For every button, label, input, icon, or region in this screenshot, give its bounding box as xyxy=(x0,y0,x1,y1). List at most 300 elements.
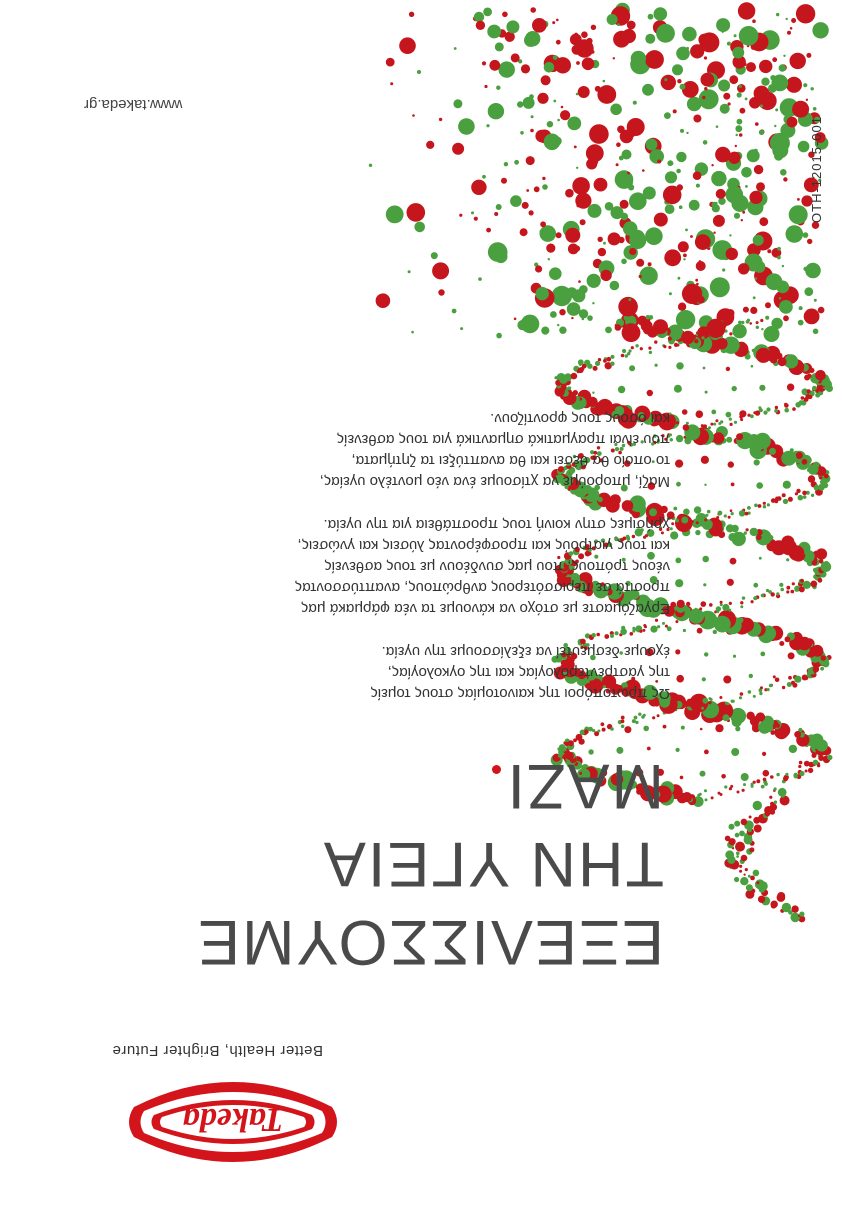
helix-dot xyxy=(676,421,679,424)
headline-line-3-text: ΜΑΖΙ xyxy=(505,750,664,821)
cloud-dot xyxy=(511,53,520,62)
helix-dot xyxy=(711,410,716,415)
helix-dot xyxy=(703,614,717,628)
cloud-dot xyxy=(426,141,434,149)
cloud-dot xyxy=(765,302,771,308)
helix-dot xyxy=(681,726,685,730)
helix-dot xyxy=(823,483,829,489)
cloud-dot xyxy=(794,103,800,109)
cloud-dot xyxy=(600,270,611,281)
helix-dot xyxy=(707,510,711,514)
cloud-dot xyxy=(650,276,655,281)
cloud-dot xyxy=(661,75,676,90)
cloud-dot xyxy=(749,322,752,325)
cloud-dot xyxy=(787,117,798,128)
helix-dot xyxy=(729,602,732,605)
cloud-dot xyxy=(678,303,686,311)
cloud-dot xyxy=(571,317,573,319)
helix-dot xyxy=(782,493,786,497)
cloud-dot xyxy=(605,327,612,334)
helix-dot xyxy=(732,386,737,391)
helix-dot xyxy=(699,607,702,610)
helix-dot xyxy=(731,483,735,487)
cloud-dot xyxy=(628,298,631,301)
helix-dot xyxy=(776,592,779,595)
helix-dot xyxy=(748,875,751,878)
helix-dot xyxy=(740,418,743,421)
helix-dot xyxy=(763,410,767,414)
helix-dot xyxy=(779,641,784,646)
helix-dot xyxy=(791,681,795,685)
cloud-dot xyxy=(555,57,571,73)
helix-dot xyxy=(652,716,655,719)
cloud-dot xyxy=(530,129,534,133)
cloud-dot xyxy=(482,61,486,65)
helix-dot xyxy=(701,601,707,607)
helix-dot xyxy=(649,351,652,354)
cloud-dot xyxy=(627,172,630,175)
helix-dot xyxy=(710,522,713,525)
helix-dot xyxy=(791,905,798,912)
helix-dot xyxy=(755,879,765,889)
helix-dot xyxy=(813,760,819,766)
helix-dot xyxy=(781,451,796,466)
cloud-dot xyxy=(680,84,686,90)
helix-dot xyxy=(725,836,731,842)
cloud-dot xyxy=(805,263,821,279)
helix-dot xyxy=(802,491,807,496)
cloud-dot xyxy=(494,212,498,216)
cloud-dot xyxy=(770,75,776,81)
helix-dot xyxy=(716,516,719,519)
cloud-dot xyxy=(636,259,644,267)
helix-dot xyxy=(676,362,683,369)
helix-dot xyxy=(696,410,704,418)
helix-dot xyxy=(723,676,731,684)
cloud-dot xyxy=(471,211,474,214)
cloud-dot xyxy=(542,177,545,180)
helix-dot xyxy=(573,738,577,742)
cloud-dot xyxy=(598,237,603,242)
helix-dot xyxy=(791,590,795,594)
cloud-dot xyxy=(716,189,726,199)
cloud-dot xyxy=(645,50,664,69)
cloud-dot xyxy=(790,53,806,69)
cloud-dot xyxy=(572,177,590,195)
helix-dot xyxy=(729,824,735,830)
helix-dot xyxy=(767,503,770,506)
helix-dot xyxy=(761,594,765,598)
helix-dot xyxy=(736,851,740,855)
helix-dot xyxy=(753,870,760,877)
cloud-dot xyxy=(728,102,731,105)
cloud-dot xyxy=(811,87,814,90)
helix-dot xyxy=(657,714,660,717)
cloud-dot xyxy=(807,239,812,244)
helix-dot xyxy=(758,896,765,903)
helix-dot xyxy=(725,702,728,705)
helix-dot xyxy=(800,579,804,583)
helix-dot xyxy=(751,783,754,786)
cloud-dot xyxy=(739,85,742,88)
helix-dot xyxy=(737,791,740,794)
helix-dot xyxy=(732,717,742,727)
helix-dot xyxy=(811,494,814,497)
cloud-dot xyxy=(690,235,693,238)
helix-dot xyxy=(710,423,713,426)
helix-dot xyxy=(754,504,758,508)
helix-dot xyxy=(697,628,703,634)
helix-dot xyxy=(774,801,777,804)
helix-dot xyxy=(674,343,678,347)
helix-dot xyxy=(778,357,787,366)
helix-dot xyxy=(713,423,716,426)
helix-dot xyxy=(792,582,795,585)
cloud-dot xyxy=(676,152,686,162)
helix-dot xyxy=(782,903,791,912)
cloud-dot xyxy=(639,275,642,278)
cloud-dot xyxy=(386,206,404,224)
helix-dot xyxy=(728,461,734,467)
helix-dot xyxy=(756,348,771,363)
helix-dot xyxy=(740,605,743,608)
helix-dot xyxy=(675,579,683,587)
helix-dot xyxy=(602,728,606,732)
helix-dot xyxy=(702,556,709,563)
cloud-dot xyxy=(774,125,776,127)
helix-dot xyxy=(764,782,768,786)
helix-dot xyxy=(724,785,727,788)
paragraph-line: προσιτά σε περισσότερους ανθρώπους, αναπτύσσοντας xyxy=(294,579,670,596)
cloud-dot xyxy=(639,267,657,285)
helix-dot xyxy=(738,321,742,325)
helix-dot xyxy=(592,729,595,732)
cloud-dot xyxy=(540,221,546,227)
cloud-dot xyxy=(786,225,804,243)
cloud-dot xyxy=(629,248,636,255)
cloud-dot xyxy=(610,281,620,291)
cloud-dot xyxy=(605,202,614,211)
cloud-dot xyxy=(713,215,725,227)
helix-dot xyxy=(760,686,763,689)
website-url: www.takeda.gr xyxy=(84,96,183,113)
cloud-dot xyxy=(750,246,753,249)
helix-dot xyxy=(621,725,625,729)
helix-dot xyxy=(734,821,740,827)
helix-dot xyxy=(737,710,743,716)
cloud-dot xyxy=(610,104,622,116)
helix-dot xyxy=(676,482,681,487)
helix-dot xyxy=(808,475,815,482)
helix-dot xyxy=(726,367,730,371)
helix-dot xyxy=(670,438,673,441)
cloud-dot xyxy=(645,34,655,44)
cloud-dot xyxy=(412,114,415,117)
cloud-dot xyxy=(646,315,651,320)
helix-dot xyxy=(756,482,763,489)
helix-dot xyxy=(804,397,809,402)
cloud-dot xyxy=(743,307,749,313)
helix-dot xyxy=(769,796,772,799)
cloud-dot xyxy=(711,164,713,166)
cloud-dot xyxy=(683,258,685,260)
cloud-dot xyxy=(759,130,764,135)
cloud-dot xyxy=(699,89,719,109)
helix-dot xyxy=(788,676,792,680)
cloud-dot xyxy=(776,13,779,16)
cloud-dot xyxy=(716,125,719,128)
helix-dot xyxy=(749,816,752,819)
cloud-dot xyxy=(594,178,608,192)
cloud-dot xyxy=(581,31,588,38)
helix-dot xyxy=(763,778,767,782)
cloud-dot xyxy=(553,55,558,60)
helix-dot xyxy=(701,707,704,710)
helix-dot xyxy=(775,902,777,904)
cloud-dot xyxy=(645,67,648,70)
cloud-dot xyxy=(390,82,393,85)
helix-dot xyxy=(731,512,734,515)
cloud-dot xyxy=(726,248,738,260)
helix-dot xyxy=(593,366,598,371)
helix-dot xyxy=(730,558,737,565)
helix-dot xyxy=(775,406,778,409)
cloud-dot xyxy=(682,284,702,304)
helix-dot xyxy=(792,407,796,411)
helix-dot xyxy=(815,484,818,487)
helix-dot xyxy=(718,792,721,795)
cloud-dot xyxy=(766,273,783,290)
cloud-dot xyxy=(541,75,551,85)
cloud-dot xyxy=(544,62,555,73)
cloud-dot xyxy=(753,261,765,273)
cloud-dot xyxy=(621,259,627,265)
helix-dot xyxy=(683,629,686,632)
helix-dot xyxy=(720,601,723,604)
cloud-dot xyxy=(663,186,682,205)
cloud-dot xyxy=(474,217,478,221)
helix-dot xyxy=(705,798,708,801)
cloud-dot xyxy=(592,302,594,304)
helix-dot xyxy=(730,423,733,426)
cloud-dot xyxy=(729,234,731,236)
tagline: Better Health, Brighter Future xyxy=(112,1042,323,1059)
helix-dot xyxy=(715,724,723,732)
cloud-dot xyxy=(803,83,807,87)
helix-dot xyxy=(716,606,721,611)
cloud-dot xyxy=(454,47,457,50)
cloud-dot xyxy=(664,112,671,119)
cloud-dot xyxy=(565,228,580,243)
cloud-dot xyxy=(499,61,515,77)
cloud-dot xyxy=(804,309,820,325)
helix-dot xyxy=(785,773,788,776)
cloud-dot xyxy=(782,265,784,267)
helix-dot xyxy=(685,704,688,707)
helix-dot xyxy=(643,714,646,717)
helix-dot xyxy=(778,788,787,797)
cloud-dot xyxy=(478,277,482,281)
cloud-dot xyxy=(496,204,502,210)
cloud-dot xyxy=(624,178,633,187)
cloud-dot xyxy=(722,268,725,271)
helix-dot xyxy=(758,406,761,409)
helix-dot xyxy=(719,696,722,699)
helix-dot xyxy=(805,770,808,773)
cloud-dot xyxy=(816,272,819,275)
helix-dot xyxy=(610,727,614,731)
cloud-dot xyxy=(616,163,619,166)
cloud-dot xyxy=(476,21,485,30)
cloud-dot xyxy=(540,225,557,242)
helix-dot xyxy=(735,842,745,852)
cloud-dot xyxy=(664,249,681,266)
cloud-dot xyxy=(432,262,449,279)
cloud-dot xyxy=(722,31,724,33)
helix-dot xyxy=(787,384,794,391)
paragraph-1 xyxy=(110,641,670,704)
cloud-dot xyxy=(645,227,663,245)
cloud-dot xyxy=(520,228,528,236)
helix-dot xyxy=(794,638,803,647)
cloud-dot xyxy=(414,222,425,233)
cloud-dot xyxy=(753,235,764,246)
cloud-dot xyxy=(504,162,508,166)
cloud-dot xyxy=(452,309,457,314)
cloud-dot xyxy=(582,318,585,321)
cloud-dot xyxy=(777,247,781,251)
cloud-dot xyxy=(668,337,672,341)
cloud-dot xyxy=(798,320,804,326)
cloud-dot xyxy=(589,124,609,144)
cloud-dot xyxy=(747,149,760,162)
helix-dot xyxy=(775,496,779,500)
helix-dot xyxy=(663,345,666,348)
cloud-dot xyxy=(679,205,683,209)
cloud-dot xyxy=(643,328,648,333)
helix-dot xyxy=(769,684,773,688)
helix-dot xyxy=(696,797,699,800)
helix-dot xyxy=(727,579,734,586)
cloud-dot xyxy=(741,219,743,221)
helix-dot xyxy=(760,319,763,322)
helix-dot xyxy=(704,789,707,792)
cloud-dot xyxy=(582,58,595,71)
cloud-dot xyxy=(711,202,717,208)
cloud-dot xyxy=(736,134,738,136)
cloud-dot xyxy=(799,306,803,310)
cloud-dot xyxy=(806,99,808,101)
cloud-dot xyxy=(618,237,624,243)
cloud-dot xyxy=(655,278,657,280)
cloud-dot xyxy=(746,62,756,72)
cloud-dot xyxy=(613,57,615,59)
cloud-dot xyxy=(417,70,421,74)
cloud-dot xyxy=(616,142,621,147)
helix-dot xyxy=(726,437,732,443)
cloud-dot xyxy=(760,104,763,107)
cloud-dot xyxy=(654,7,668,21)
cloud-dot xyxy=(678,277,681,280)
helix-dot xyxy=(601,722,605,726)
helix-dot xyxy=(789,745,797,753)
paragraph-line: και όσους τους φροντίζουν. xyxy=(490,410,670,427)
cloud-dot xyxy=(755,277,757,279)
cloud-dot xyxy=(735,125,742,132)
paragraph-3 xyxy=(110,408,670,492)
helix-dot xyxy=(812,386,817,391)
helix-dot xyxy=(810,581,817,588)
cloud-dot xyxy=(574,245,580,251)
cloud-dot xyxy=(517,101,523,107)
cloud-dot xyxy=(586,158,597,169)
cloud-dot xyxy=(680,129,684,133)
cloud-dot xyxy=(406,203,425,222)
cloud-dot xyxy=(630,132,635,137)
helix-dot xyxy=(820,667,824,671)
helix-dot xyxy=(673,507,677,511)
helix-dot xyxy=(802,459,808,465)
helix-dot xyxy=(758,504,762,508)
cloud-dot xyxy=(587,274,601,288)
helix-dot xyxy=(703,583,706,586)
cloud-dot xyxy=(745,185,748,188)
cloud-dot xyxy=(754,86,770,102)
cloud-dot xyxy=(587,315,593,321)
cloud-dot xyxy=(542,184,548,190)
helix-dot xyxy=(771,592,775,596)
cloud-dot xyxy=(703,140,708,145)
helix-dot xyxy=(824,479,828,483)
cloud-dot xyxy=(607,14,618,25)
cloud-dot xyxy=(783,55,785,57)
cloud-dot xyxy=(754,165,763,174)
cloud-dot xyxy=(740,108,746,114)
cloud-dot xyxy=(531,115,534,118)
helix-dot xyxy=(703,367,706,370)
helix-dot xyxy=(780,796,790,806)
helix-dot xyxy=(753,596,757,600)
cloud-dot xyxy=(701,336,704,339)
helix-dot xyxy=(821,561,832,572)
cloud-dot xyxy=(728,152,740,164)
cloud-dot xyxy=(737,92,742,97)
helix-dot xyxy=(720,420,723,423)
paragraph-line: Ως πρωτοπόροι της καινοτομίας στους τομείς xyxy=(370,685,670,702)
helix-dot xyxy=(680,776,684,780)
cloud-dot xyxy=(572,289,585,302)
helix-dot xyxy=(774,787,777,790)
headline-line-2: ΤΗΝ ΥΓΕΙΑ xyxy=(321,828,664,899)
cloud-dot xyxy=(547,121,553,127)
helix-dot xyxy=(739,696,742,699)
cloud-dot xyxy=(756,182,765,191)
helix-dot xyxy=(746,884,753,891)
cloud-dot xyxy=(521,315,540,334)
helix-dot xyxy=(750,528,758,536)
helix-dot xyxy=(648,346,651,349)
helix-dot xyxy=(699,793,702,796)
helix-dot xyxy=(643,726,649,732)
cloud-dot xyxy=(789,205,808,224)
helix-dot xyxy=(597,730,600,733)
cloud-dot xyxy=(681,331,694,344)
helix-dot xyxy=(704,518,707,521)
cloud-dot xyxy=(438,289,444,295)
helix-dot xyxy=(766,589,769,592)
helix-dot xyxy=(763,502,766,505)
cloud-dot xyxy=(780,169,787,176)
